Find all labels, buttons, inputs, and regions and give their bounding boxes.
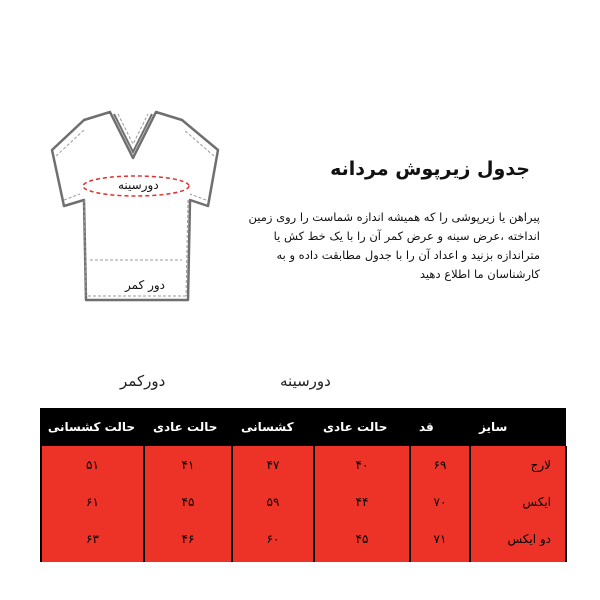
table-header-row [41,408,566,446]
table-row [41,446,566,483]
chest-normal-cell: ۴۰ [314,446,410,483]
height-cell: ۷۱ [410,520,470,562]
table-row [41,520,566,562]
height-cell: ۷۰ [410,483,470,520]
height-cell: ۶۹ [410,446,470,483]
size-cell: دو ایکس [470,520,566,562]
chest-section-label: دورسینه [280,372,331,390]
chest-stretch-cell: ۴۷ [232,446,314,483]
chest-normal-cell: ۴۴ [314,483,410,520]
chest-label: دورسینه [118,178,159,192]
instructions-text: پیراهن یا زیرپوشی را که همیشه اندازه شماست را روی زمین انداخته ،عرض سینه و عرض کمر آن را با یک خط کش یا متراندازه بزنید و اعداد آن را با جدول مطابقت داده و به کارشناسان ما اطلاع دهید [248,210,540,281]
header-waist-stretch: حالت کشسانی [41,408,144,446]
size-cell: لارج [470,446,566,483]
header-chest-stretch: کشسانی [232,408,314,446]
header-height: قد [410,408,470,446]
waist-stretch-cell: ۶۱ [41,483,144,520]
waist-normal-cell: ۴۶ [144,520,232,562]
header-chest-normal: حالت عادی [314,408,410,446]
waist-normal-cell: ۴۵ [144,483,232,520]
waist-label: دور کمر [125,278,166,292]
chest-stretch-cell: ۶۰ [232,520,314,562]
tshirt-diagram [30,100,240,330]
table-row [41,483,566,520]
header-size: سایز [470,408,566,446]
waist-normal-cell: ۴۱ [144,446,232,483]
waist-stretch-cell: ۵۱ [41,446,144,483]
size-cell: ایکس [470,483,566,520]
chest-normal-cell: ۴۵ [314,520,410,562]
waist-stretch-cell: ۶۳ [41,520,144,562]
tshirt-outline-icon [30,100,240,330]
chest-stretch-cell: ۵۹ [232,483,314,520]
size-table [40,408,567,562]
header-waist-normal: حالت عادی [144,408,232,446]
waist-section-label: دورکمر [120,372,166,390]
page-title: جدول زیرپوش مردانه [330,158,530,180]
